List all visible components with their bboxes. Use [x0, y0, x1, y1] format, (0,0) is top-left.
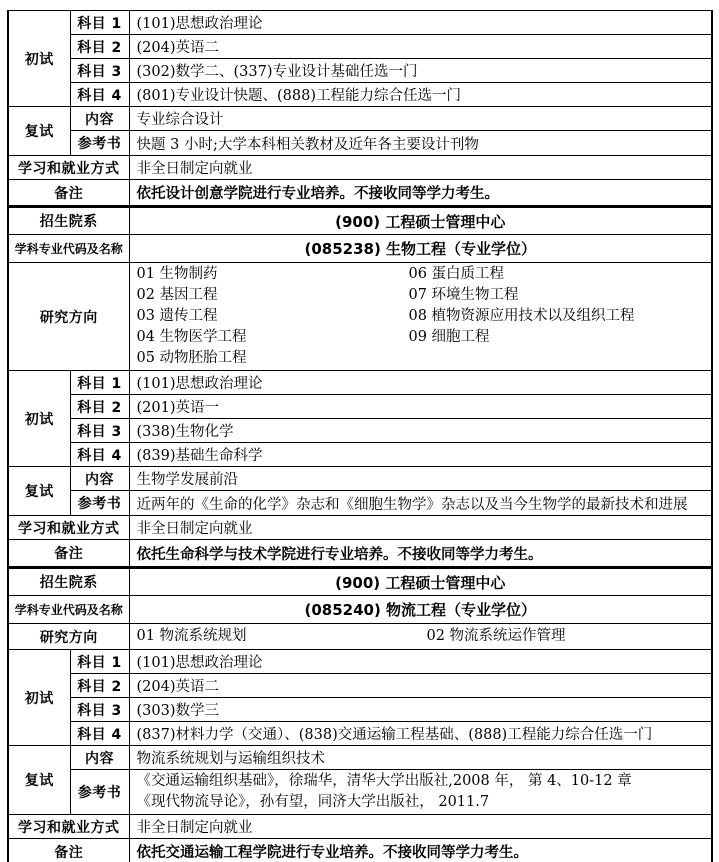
- s2-subject-1-value: (101)思想政治理论: [129, 371, 712, 395]
- research-item: 07 环境生物工程: [408, 287, 519, 303]
- s3-department-value: (900) 工程硕士管理中心: [129, 568, 712, 596]
- s2-subject-4-label: 科目 4: [70, 443, 129, 467]
- research-item: 01 物流系统规划: [136, 628, 247, 644]
- s3-study-mode-label: 学习和就业方式: [8, 815, 129, 839]
- reference-line: 《交通运输组织基础》，徐瑞华，清华大学出版社,2008 年， 第 4、10-12 章: [136, 773, 632, 789]
- s1-subject-2-value: (204)英语二: [129, 35, 712, 59]
- s2-subject-3-label: 科目 3: [70, 419, 129, 443]
- s3-research-value: [129, 624, 712, 650]
- s2-retest-content-value: 生物学发展前沿: [129, 467, 712, 491]
- s2-study-mode-value: 非全日制定向就业: [129, 516, 712, 540]
- s1-reference-value: 快题 3 小时;大学本科相关教材及近年各主要设计刊物: [129, 131, 712, 156]
- s1-subject-1-label: 科目 1: [70, 11, 129, 35]
- research-item: 02 基因工程: [136, 287, 218, 303]
- research-item: 04 生物医学工程: [136, 329, 247, 345]
- s3-retest-label: 复试: [8, 746, 70, 815]
- s1-remarks-label: 备注: [8, 180, 129, 207]
- s2-remarks-value: 依托生命科学与技术学院进行专业培养。不接收同等学力考生。: [129, 540, 712, 568]
- s1-subject-1-value: (101)思想政治理论: [129, 11, 712, 35]
- s3-research-label: 研究方向: [8, 624, 129, 650]
- s3-subject-2-label: 科目 2: [70, 674, 129, 698]
- s1-remarks-value: 依托设计创意学院进行专业培养。不接收同等学力考生。: [129, 180, 712, 207]
- s2-subject-2-label: 科目 2: [70, 395, 129, 419]
- s2-department-label: 招生院系: [8, 207, 129, 235]
- s2-major-label: 学科专业代码及名称: [8, 235, 129, 263]
- s3-department-label: 招生院系: [8, 568, 129, 596]
- research-item: 05 动物胚胎工程: [136, 350, 247, 366]
- s3-research-left-column: [137, 626, 427, 647]
- s2-research-value: [129, 263, 712, 371]
- s3-study-mode-value: 非全日制定向就业: [129, 815, 712, 839]
- s2-research-label: 研究方向: [8, 263, 129, 371]
- s3-subject-1-value: (101)思想政治理论: [129, 650, 712, 674]
- s3-reference-label: 参考书: [70, 770, 129, 815]
- s2-subject-1-label: 科目 1: [70, 371, 129, 395]
- s2-reference-value: 近两年的《生命的化学》杂志和《细胞生物学》杂志以及当今生物学的最新技术和进展: [129, 491, 712, 516]
- s2-subject-3-value: (338)生物化学: [129, 419, 712, 443]
- s3-remarks-label: 备注: [8, 839, 129, 862]
- s3-initial-exam-label: 初试: [8, 650, 70, 746]
- s2-research-right-column: [409, 264, 635, 348]
- research-item: 02 物流系统运作管理: [426, 628, 566, 644]
- s2-remarks-label: 备注: [8, 540, 129, 568]
- s3-subject-3-label: 科目 3: [70, 698, 129, 722]
- research-item: 01 生物制药: [136, 266, 218, 282]
- s3-subject-4-label: 科目 4: [70, 722, 129, 746]
- s3-remarks-value: 依托交通运输工程学院进行专业培养。不接收同等学力考生。: [129, 839, 712, 862]
- reference-line: 《现代物流导论》，孙有望，同济大学出版社， 2011.7: [136, 794, 490, 810]
- s2-reference-label: 参考书: [70, 491, 129, 516]
- research-item: 06 蛋白质工程: [408, 266, 505, 282]
- research-item: 03 遗传工程: [136, 308, 218, 324]
- s1-study-mode-label: 学习和就业方式: [8, 156, 129, 180]
- s3-subject-3-value: (303)数学三: [129, 698, 712, 722]
- s3-subject-4-value: (837)材料力学（交通）、(838)交通运输工程基础、(888)工程能力综合任选一门: [129, 722, 712, 746]
- s1-subject-3-label: 科目 3: [70, 59, 129, 83]
- s3-major-value: (085240) 物流工程（专业学位）: [129, 596, 712, 624]
- s2-retest-content-label: 内容: [70, 467, 129, 491]
- research-item: 08 植物资源应用技术以及组织工程: [408, 308, 635, 324]
- s3-major-label: 学科专业代码及名称: [8, 596, 129, 624]
- s1-initial-exam-label: 初试: [8, 11, 70, 107]
- s2-subject-2-value: (201)英语一: [129, 395, 712, 419]
- research-item: 09 细胞工程: [408, 329, 490, 345]
- s2-subject-4-value: (839)基础生命科学: [129, 443, 712, 467]
- s1-study-mode-value: 非全日制定向就业: [129, 156, 712, 180]
- s2-major-value: (085238) 生物工程（专业学位）: [129, 235, 712, 263]
- s1-subject-4-label: 科目 4: [70, 83, 129, 107]
- s1-retest-label: 复试: [8, 107, 70, 156]
- s3-retest-content-value: 物流系统规划与运输组织技术: [129, 746, 712, 770]
- admissions-table: [7, 10, 713, 862]
- s3-subject-1-label: 科目 1: [70, 650, 129, 674]
- s1-subject-3-value: (302)数学二、(337)专业设计基础任选一门: [129, 59, 712, 83]
- s2-study-mode-label: 学习和就业方式: [8, 516, 129, 540]
- s1-reference-label: 参考书: [70, 131, 129, 156]
- s3-subject-2-value: (204)英语二: [129, 674, 712, 698]
- s3-retest-content-label: 内容: [70, 746, 129, 770]
- s1-subject-2-label: 科目 2: [70, 35, 129, 59]
- s1-subject-4-value: (801)专业设计快题、(888)工程能力综合任选一门: [129, 83, 712, 107]
- s3-reference-value: [129, 770, 712, 815]
- s2-initial-exam-label: 初试: [8, 371, 70, 467]
- s2-research-left-column: [137, 264, 409, 369]
- s2-department-value: (900) 工程硕士管理中心: [129, 207, 712, 235]
- s1-retest-content-label: 内容: [70, 107, 129, 131]
- s3-research-right-column: [427, 626, 566, 647]
- s2-retest-label: 复试: [8, 467, 70, 516]
- s1-retest-content-value: 专业综合设计: [129, 107, 712, 131]
